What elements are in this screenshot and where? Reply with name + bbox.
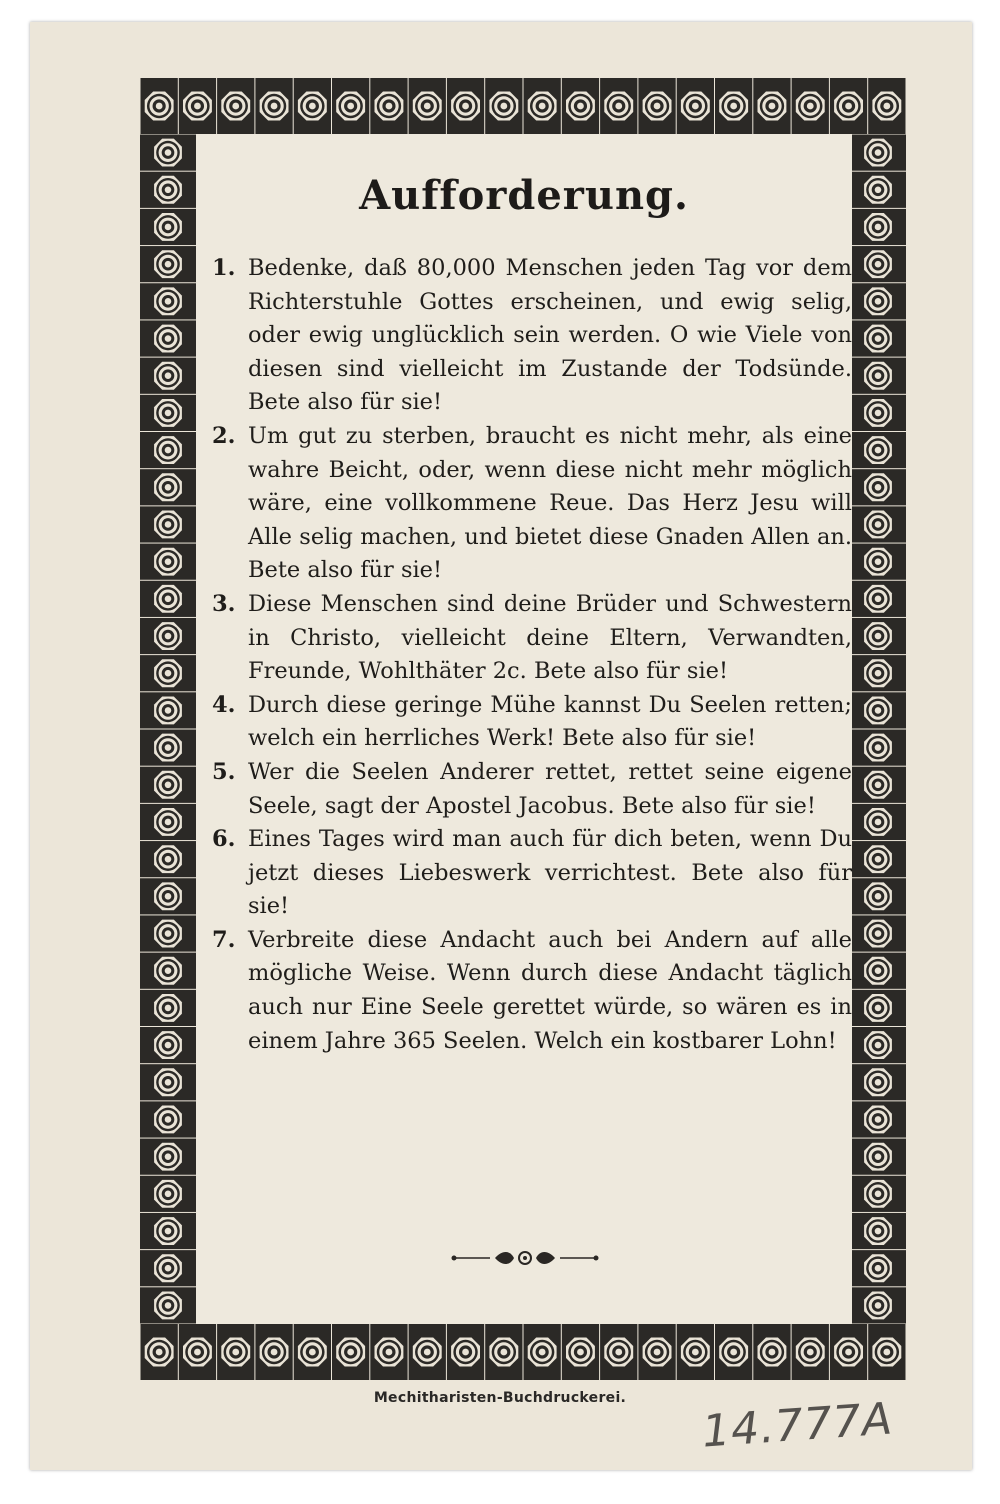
border-tile <box>850 655 906 691</box>
border-tile <box>715 1324 752 1380</box>
border-tile <box>562 78 599 134</box>
item-number: 7. <box>212 926 236 953</box>
border-tile <box>179 1324 216 1380</box>
border-tile <box>140 1250 196 1286</box>
border-tile <box>447 1324 484 1380</box>
border-tile <box>792 1324 829 1380</box>
border-tile <box>140 1064 196 1100</box>
item-text: Verbreite diese Andacht auch bei Andern auf alle mögliche Weise. Wenn durch diese Andacht täglich auch nur Eine Seele gerettet würde, so wären es in einem Jahre 365 Seelen. Welch ein kostbarer Lohn! <box>248 926 852 1054</box>
list-item <box>212 252 852 420</box>
border-tile <box>715 78 752 134</box>
border-tile <box>524 1324 561 1380</box>
list-item <box>212 689 852 756</box>
item-text: Diese Menschen sind deine Brüder und Schwestern in Christo, vielleicht deine Eltern, Verwandten, Freunde, Wohlthäter 2c. Bete also für sie! <box>248 590 852 685</box>
list-item <box>212 823 852 924</box>
border-tile <box>217 78 254 134</box>
border-tile <box>140 432 196 468</box>
list-item <box>212 588 852 689</box>
border-tile <box>332 78 369 134</box>
border-tile <box>140 804 196 840</box>
border-tile <box>140 915 196 951</box>
page-title: Aufforderung. <box>359 172 689 219</box>
item-number: 2. <box>212 422 236 449</box>
border-tile <box>850 915 906 951</box>
border-tile <box>140 1101 196 1137</box>
border-tile <box>140 209 196 245</box>
border-tile <box>850 1101 906 1137</box>
border-tile <box>850 432 906 468</box>
border-tile <box>850 506 906 542</box>
border-tile <box>140 1139 196 1175</box>
border-tile <box>294 1324 331 1380</box>
border-tile <box>850 878 906 914</box>
border-tile <box>850 246 906 282</box>
border-tile <box>140 767 196 803</box>
border-tile <box>792 78 829 134</box>
item-number: 1. <box>212 255 236 281</box>
printer-imprint: Mechitharisten-Buchdruckerei. <box>373 1390 627 1406</box>
border-tile <box>850 804 906 840</box>
border-tile <box>638 78 675 134</box>
border-tile <box>140 1213 196 1249</box>
border-tile <box>524 78 561 134</box>
border-tile <box>255 1324 292 1380</box>
border-tile <box>850 544 906 580</box>
border-tile <box>850 730 906 766</box>
border-tile <box>140 135 196 171</box>
border-tile <box>600 1324 637 1380</box>
list-item <box>212 420 852 588</box>
item-number: 6. <box>212 826 236 853</box>
item-number: 4. <box>212 691 236 718</box>
border-tile <box>850 135 906 171</box>
border-tile <box>850 581 906 617</box>
item-number: 3. <box>212 590 236 617</box>
border-tile <box>850 172 906 208</box>
border-tile <box>850 692 906 728</box>
border-tile <box>140 544 196 580</box>
border-tile <box>370 1324 407 1380</box>
border-tile <box>677 78 714 134</box>
border-tile <box>485 78 522 134</box>
border-tile <box>140 1287 196 1323</box>
border-tile <box>294 78 331 134</box>
border-tile <box>140 358 196 394</box>
border-tile <box>868 1324 905 1380</box>
item-text: Durch diese geringe Mühe kannst Du Seelen retten; welch ein herrliches Werk! Bete also für sie! <box>248 691 852 752</box>
border-tile <box>140 246 196 282</box>
border-tile <box>332 1324 369 1380</box>
border-tile <box>140 283 196 319</box>
item-text: Um gut zu sterben, braucht es nicht mehr, als eine wahre Beicht, oder, wenn diese nicht mehr möglich wäre, eine vollkommene Reue. Das Herz Jesu will Alle selig machen, und bietet diese Gnaden Allen an. Bete also für sie! <box>248 422 852 584</box>
border-tile <box>140 841 196 877</box>
border-tile <box>370 78 407 134</box>
border-tile <box>140 953 196 989</box>
border-tile <box>850 469 906 505</box>
border-tile <box>850 841 906 877</box>
list-item <box>212 756 852 823</box>
border-tile <box>562 1324 599 1380</box>
item-text: Wer die Seelen Anderer rettet, rettet seine eigene Seele, sagt der Apostel Jacobus. Bete also für sie! <box>248 758 852 819</box>
border-tile <box>141 1324 178 1380</box>
border-tile <box>753 78 790 134</box>
border-tile <box>255 78 292 134</box>
border-tile <box>140 655 196 691</box>
border-tile <box>140 581 196 617</box>
border-tile <box>217 1324 254 1380</box>
border-tile <box>753 1324 790 1380</box>
border-tile <box>409 1324 446 1380</box>
border-tile <box>830 1324 867 1380</box>
border-tile <box>850 618 906 654</box>
border-tile <box>140 320 196 356</box>
item-text: Bedenke, daß 80,000 Menschen jeden Tag vor dem Richterstuhle Gottes erscheinen, und ewig selig, oder ewig unglücklich sein werden. O wie Viele von diesen sind vielleicht im Zustande der Todsünde. Bete also für sie! <box>248 255 852 416</box>
border-tile <box>409 78 446 134</box>
numbered-list <box>212 252 852 1058</box>
flourish-ornament <box>450 1248 600 1268</box>
border-tile <box>868 78 905 134</box>
border-tile <box>830 78 867 134</box>
border-tile <box>850 1064 906 1100</box>
border-tile <box>140 1176 196 1212</box>
border-tile <box>850 953 906 989</box>
border-tile <box>140 878 196 914</box>
border-tile <box>140 990 196 1026</box>
border-tile <box>850 990 906 1026</box>
border-tile <box>447 78 484 134</box>
border-tile <box>179 78 216 134</box>
border-tile <box>850 320 906 356</box>
border-tile <box>677 1324 714 1380</box>
border-tile <box>140 469 196 505</box>
border-tile <box>141 78 178 134</box>
border-tile <box>850 767 906 803</box>
border-tile <box>850 1027 906 1063</box>
border-tile <box>140 618 196 654</box>
border-tile <box>850 395 906 431</box>
item-text: Eines Tages wird man auch für dich beten, wenn Du jetzt dieses Liebeswerk verrichtest. Bete also für sie! <box>248 826 852 920</box>
border-tile <box>638 1324 675 1380</box>
border-tile <box>140 506 196 542</box>
border-tile <box>140 172 196 208</box>
border-tile <box>140 692 196 728</box>
item-number: 5. <box>212 758 236 785</box>
inventory-number: 14.777A <box>700 1393 895 1458</box>
border-tile <box>850 1176 906 1212</box>
border-tile <box>140 730 196 766</box>
border-tile <box>485 1324 522 1380</box>
border-tile <box>850 358 906 394</box>
list-item <box>212 924 852 1058</box>
border-tile <box>850 1213 906 1249</box>
border-tile <box>850 1250 906 1286</box>
border-tile <box>140 395 196 431</box>
border-tile <box>850 283 906 319</box>
border-tile <box>140 1027 196 1063</box>
border-tile <box>850 209 906 245</box>
border-tile <box>850 1287 906 1323</box>
border-tile <box>600 78 637 134</box>
border-tile <box>850 1139 906 1175</box>
